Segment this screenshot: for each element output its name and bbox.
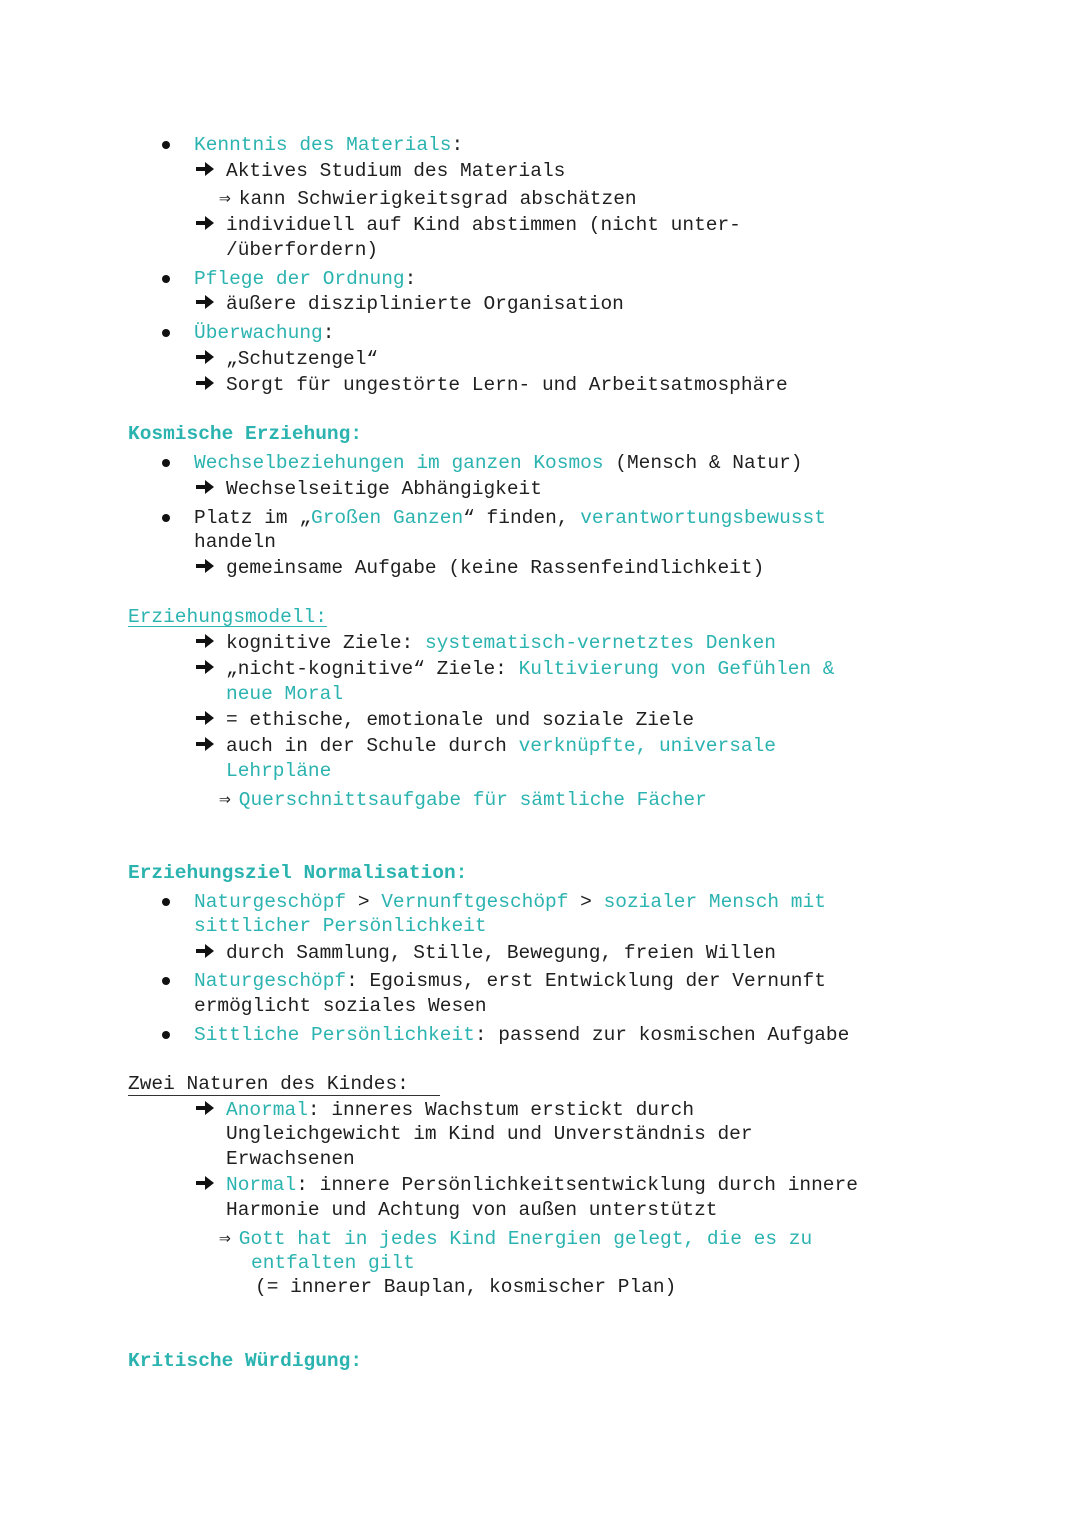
arrow-item: kognitive Ziele: systematisch-vernetztes Denken (194, 631, 776, 655)
list-item: Überwachung: (194, 322, 335, 344)
arrow-item: auch in der Schule durch verknüpfte, universale (194, 734, 776, 758)
section-heading: Erziehungsmodell: (128, 606, 327, 628)
bullet (162, 898, 170, 906)
term: Kenntnis des Materials (194, 134, 452, 156)
arrow-right-icon (194, 941, 216, 961)
section-heading: Zwei Naturen des Kindes: (128, 1073, 409, 1095)
continuation-line: handeln (194, 531, 276, 553)
heading-underline (128, 1095, 440, 1096)
list-item: Platz im „Großen Ganzen“ finden, verantwortungsbewusst (194, 507, 826, 529)
arrow-right-icon (194, 734, 216, 754)
arrow-item: „nicht-kognitive“ Ziele: Kultivierung von Gefühlen & (194, 657, 835, 681)
arrow-right-icon (194, 1098, 216, 1118)
arrow-right-icon (194, 373, 216, 393)
continuation-line: /überfordern) (226, 239, 379, 261)
section-heading: Kosmische Erziehung: (128, 423, 363, 445)
implies-item: ⇒ kann Schwierigkeitsgrad abschätzen (219, 188, 637, 210)
bullet (162, 514, 170, 522)
continuation-line: (= innerer Bauplan, kosmischer Plan) (255, 1276, 677, 1298)
arrow-item: Wechselseitige Abhängigkeit (194, 477, 542, 501)
list-item: Kenntnis des Materials: (194, 134, 464, 156)
continuation-line: Ungleichgewicht im Kind und Unverständnis der (226, 1123, 753, 1145)
implies-item: ⇒ Gott hat in jedes Kind Energien gelegt, die es zu (219, 1228, 813, 1250)
list-item: Wechselbeziehungen im ganzen Kosmos (Mensch & Natur) (194, 452, 803, 474)
implies-item: ⇒ Querschnittsaufgabe für sämtliche Fächer (219, 789, 707, 811)
arrow-right-icon (194, 657, 216, 677)
continuation-line: ermöglicht soziales Wesen (194, 995, 487, 1017)
arrow-item: „Schutzengel“ (194, 347, 378, 371)
continuation-line: sittlicher Persönlichkeit (194, 915, 487, 937)
arrow-item: durch Sammlung, Stille, Bewegung, freien Willen (194, 941, 776, 965)
arrow-item: Normal: innere Persönlichkeitsentwicklung durch innere (194, 1173, 858, 1197)
arrow-right-icon (194, 477, 216, 497)
arrow-item: äußere disziplinierte Organisation (194, 292, 624, 316)
arrow-right-icon (194, 347, 216, 367)
arrow-right-icon (194, 292, 216, 312)
bullet (162, 977, 170, 985)
implies-icon: ⇒ (219, 789, 231, 811)
term: Pflege der Ordnung (194, 268, 405, 290)
continuation-line: entfalten gilt (251, 1252, 415, 1274)
arrow-item: Aktives Studium des Materials (194, 159, 565, 183)
bullet (162, 275, 170, 283)
arrow-right-icon (194, 631, 216, 651)
arrow-right-icon (194, 213, 216, 233)
arrow-item: = ethische, emotionale und soziale Ziele (194, 708, 694, 732)
bullet (162, 141, 170, 149)
section-heading: Erziehungsziel Normalisation: (128, 862, 468, 884)
implies-icon: ⇒ (219, 1228, 231, 1250)
list-item: Sittliche Persönlichkeit: passend zur kosmischen Aufgabe (194, 1024, 850, 1046)
list-item: Naturgeschöpf > Vernunftgeschöpf > sozialer Mensch mit (194, 891, 826, 913)
continuation-line: neue Moral (226, 683, 344, 705)
section-heading: Kritische Würdigung: (128, 1350, 363, 1372)
list-item: Pflege der Ordnung: (194, 268, 417, 290)
continuation-line: Erwachsenen (226, 1148, 355, 1170)
continuation-line: Lehrpläne (226, 760, 332, 782)
arrow-item: individuell auf Kind abstimmen (nicht unter- (194, 213, 741, 237)
arrow-right-icon (194, 708, 216, 728)
arrow-right-icon (194, 1173, 216, 1193)
bullet (162, 329, 170, 337)
bullet (162, 1031, 170, 1039)
bullet (162, 459, 170, 467)
continuation-line: Harmonie und Achtung von außen unterstützt (226, 1199, 718, 1221)
arrow-right-icon (194, 556, 216, 576)
term: Überwachung (194, 322, 323, 344)
list-item: Naturgeschöpf: Egoismus, erst Entwicklung der Vernunft (194, 970, 826, 992)
arrow-item: Anormal: inneres Wachstum erstickt durch (194, 1098, 694, 1122)
arrow-item: gemeinsame Aufgabe (keine Rassenfeindlichkeit) (194, 556, 764, 580)
implies-icon: ⇒ (219, 188, 231, 210)
arrow-right-icon (194, 159, 216, 179)
arrow-item: Sorgt für ungestörte Lern- und Arbeitsatmosphäre (194, 373, 788, 397)
